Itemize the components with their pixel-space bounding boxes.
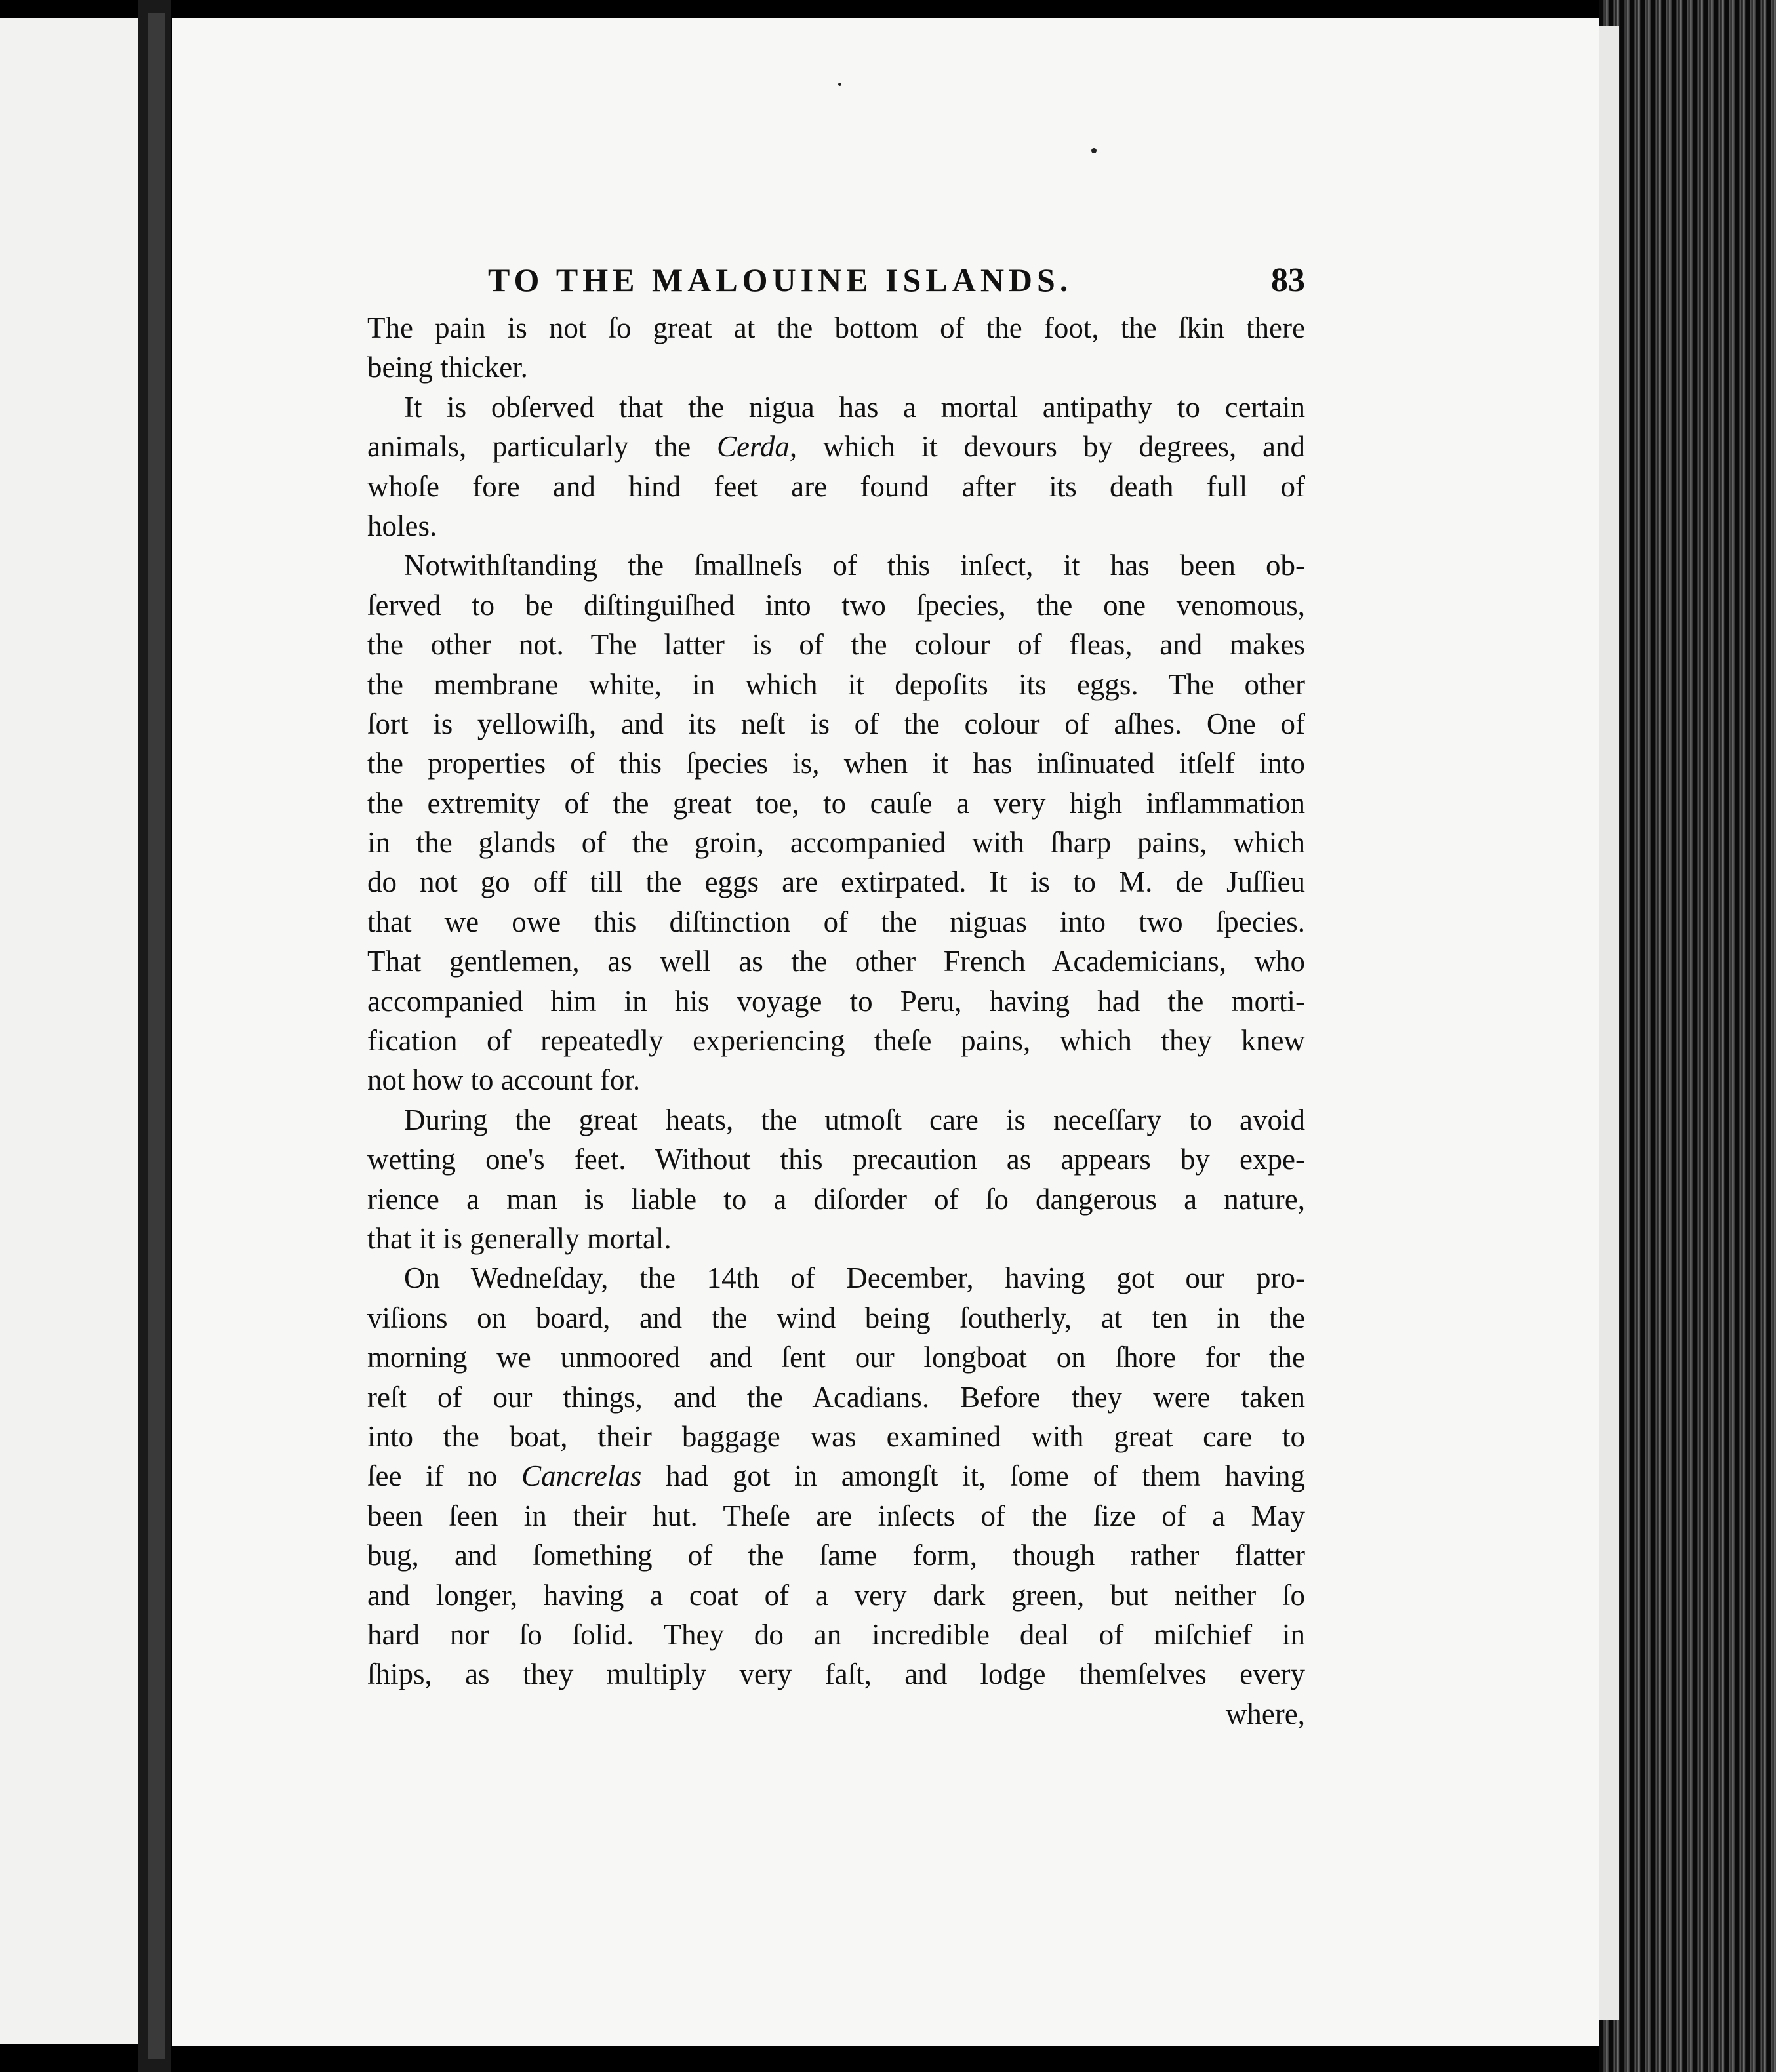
text-line: that it is generally mortal. bbox=[367, 1222, 672, 1255]
page-number: 83 bbox=[1271, 262, 1305, 299]
text-line: into the boat, their baggage was examined with great care to bbox=[367, 1420, 1305, 1453]
text-line: morning we unmoored and ſent our longboat on ſhore for the bbox=[367, 1341, 1305, 1374]
text-line: On Wedneſday, the 14th of December, having got our pro- bbox=[404, 1262, 1305, 1295]
text-line: the other not. The latter is of the colour of fleas, and makes bbox=[367, 628, 1305, 662]
text-line: hard nor ſo ſolid. They do an incredible deal of miſchief in bbox=[367, 1618, 1305, 1651]
text-line: the membrane white, in which it depoſits its eggs. The other bbox=[367, 667, 1305, 701]
gutter-fold bbox=[148, 13, 165, 2059]
text-line: holes. bbox=[367, 509, 437, 542]
text-line bbox=[367, 427, 1305, 466]
text-line: that we owe this diſtinction of the niguas into two ſpecies. bbox=[367, 905, 1305, 938]
italic-term: Cancrelas bbox=[521, 1460, 642, 1493]
text-line: the properties of this ſpecies is, when it has inſinuated itſelf into bbox=[367, 747, 1305, 780]
text-line: and longer, having a coat of a very dark green, but neither ſo bbox=[367, 1578, 1305, 1612]
previous-page-edge bbox=[0, 18, 138, 2044]
text-line: not how to account for. bbox=[367, 1064, 641, 1097]
text-line: being thicker. bbox=[367, 351, 528, 384]
text-span: animals, particularly the bbox=[367, 430, 717, 464]
text-span: ſee if no bbox=[367, 1460, 522, 1493]
text-line: ſort is yellowiſh, and its neſt is of the colour of aſhes. One of bbox=[367, 707, 1305, 740]
text-line: That gentlemen, as well as the other French Academicians, who bbox=[367, 945, 1305, 978]
text-span: had got in amongſt it, ſome of them having bbox=[641, 1460, 1305, 1493]
text-line: Notwithſtanding the ſmallneſs of this inſect, it has been ob- bbox=[404, 549, 1305, 582]
text-line: reſt of our things, and the Acadians. Before they were taken bbox=[367, 1380, 1305, 1414]
text-line: the extremity of the great toe, to cauſe a very high inflammation bbox=[367, 786, 1305, 820]
text-line: in the glands of the groin, accompanied with ſharp pains, which bbox=[367, 826, 1305, 860]
text-line: It is obſerved that the nigua has a mortal antipathy to certain bbox=[404, 390, 1305, 424]
text-line: ſhips, as they multiply very faſt, and lodge themſelves every bbox=[367, 1658, 1305, 1691]
text-line: whoſe fore and hind feet are found after its death full of bbox=[367, 469, 1305, 503]
text-line: During the great heats, the utmoſt care is neceſſary to avoid bbox=[404, 1103, 1305, 1136]
page-text bbox=[367, 249, 1305, 1734]
text-line: ſerved to be diſtinguiſhed into two ſpecies, the one venomous, bbox=[367, 588, 1305, 622]
text-span: which it devours by degrees, and bbox=[797, 430, 1305, 464]
text-line: accompanied him in his voyage to Peru, having had the morti- bbox=[367, 984, 1305, 1018]
text-line: do not go off till the eggs are extirpated. It is to M. de Juſſieu bbox=[367, 866, 1305, 899]
ink-speck bbox=[838, 83, 841, 86]
text-line: bug, and ſomething of the ſame form, though rather flatter bbox=[367, 1539, 1305, 1572]
running-head bbox=[367, 249, 1305, 308]
text-line: been ſeen in their hut. Theſe are inſects of the ſize of a May bbox=[367, 1499, 1305, 1532]
text-line: viſions on board, and the wind being ſoutherly, at ten in the bbox=[367, 1301, 1305, 1334]
page-edge-strip bbox=[1599, 26, 1619, 2020]
running-head-title: TO THE MALOUINE ISLANDS. bbox=[488, 262, 1073, 298]
text-line: The pain is not ſo great at the bottom of the foot, the ſkin there bbox=[367, 311, 1305, 344]
text-line: wetting one's feet. Without this precaution as appears by expe- bbox=[367, 1143, 1305, 1176]
ink-speck bbox=[1091, 148, 1097, 153]
italic-term: Cerda, bbox=[717, 430, 797, 464]
text-line: rience a man is liable to a diſorder of ſo dangerous a nature, bbox=[367, 1182, 1305, 1216]
text-line bbox=[367, 1456, 1305, 1496]
text-line: fication of repeatedly experiencing theſe pains, which they knew bbox=[367, 1024, 1305, 1058]
catchword: where, bbox=[1225, 1697, 1305, 1730]
book-fore-edge bbox=[1599, 0, 1776, 2072]
